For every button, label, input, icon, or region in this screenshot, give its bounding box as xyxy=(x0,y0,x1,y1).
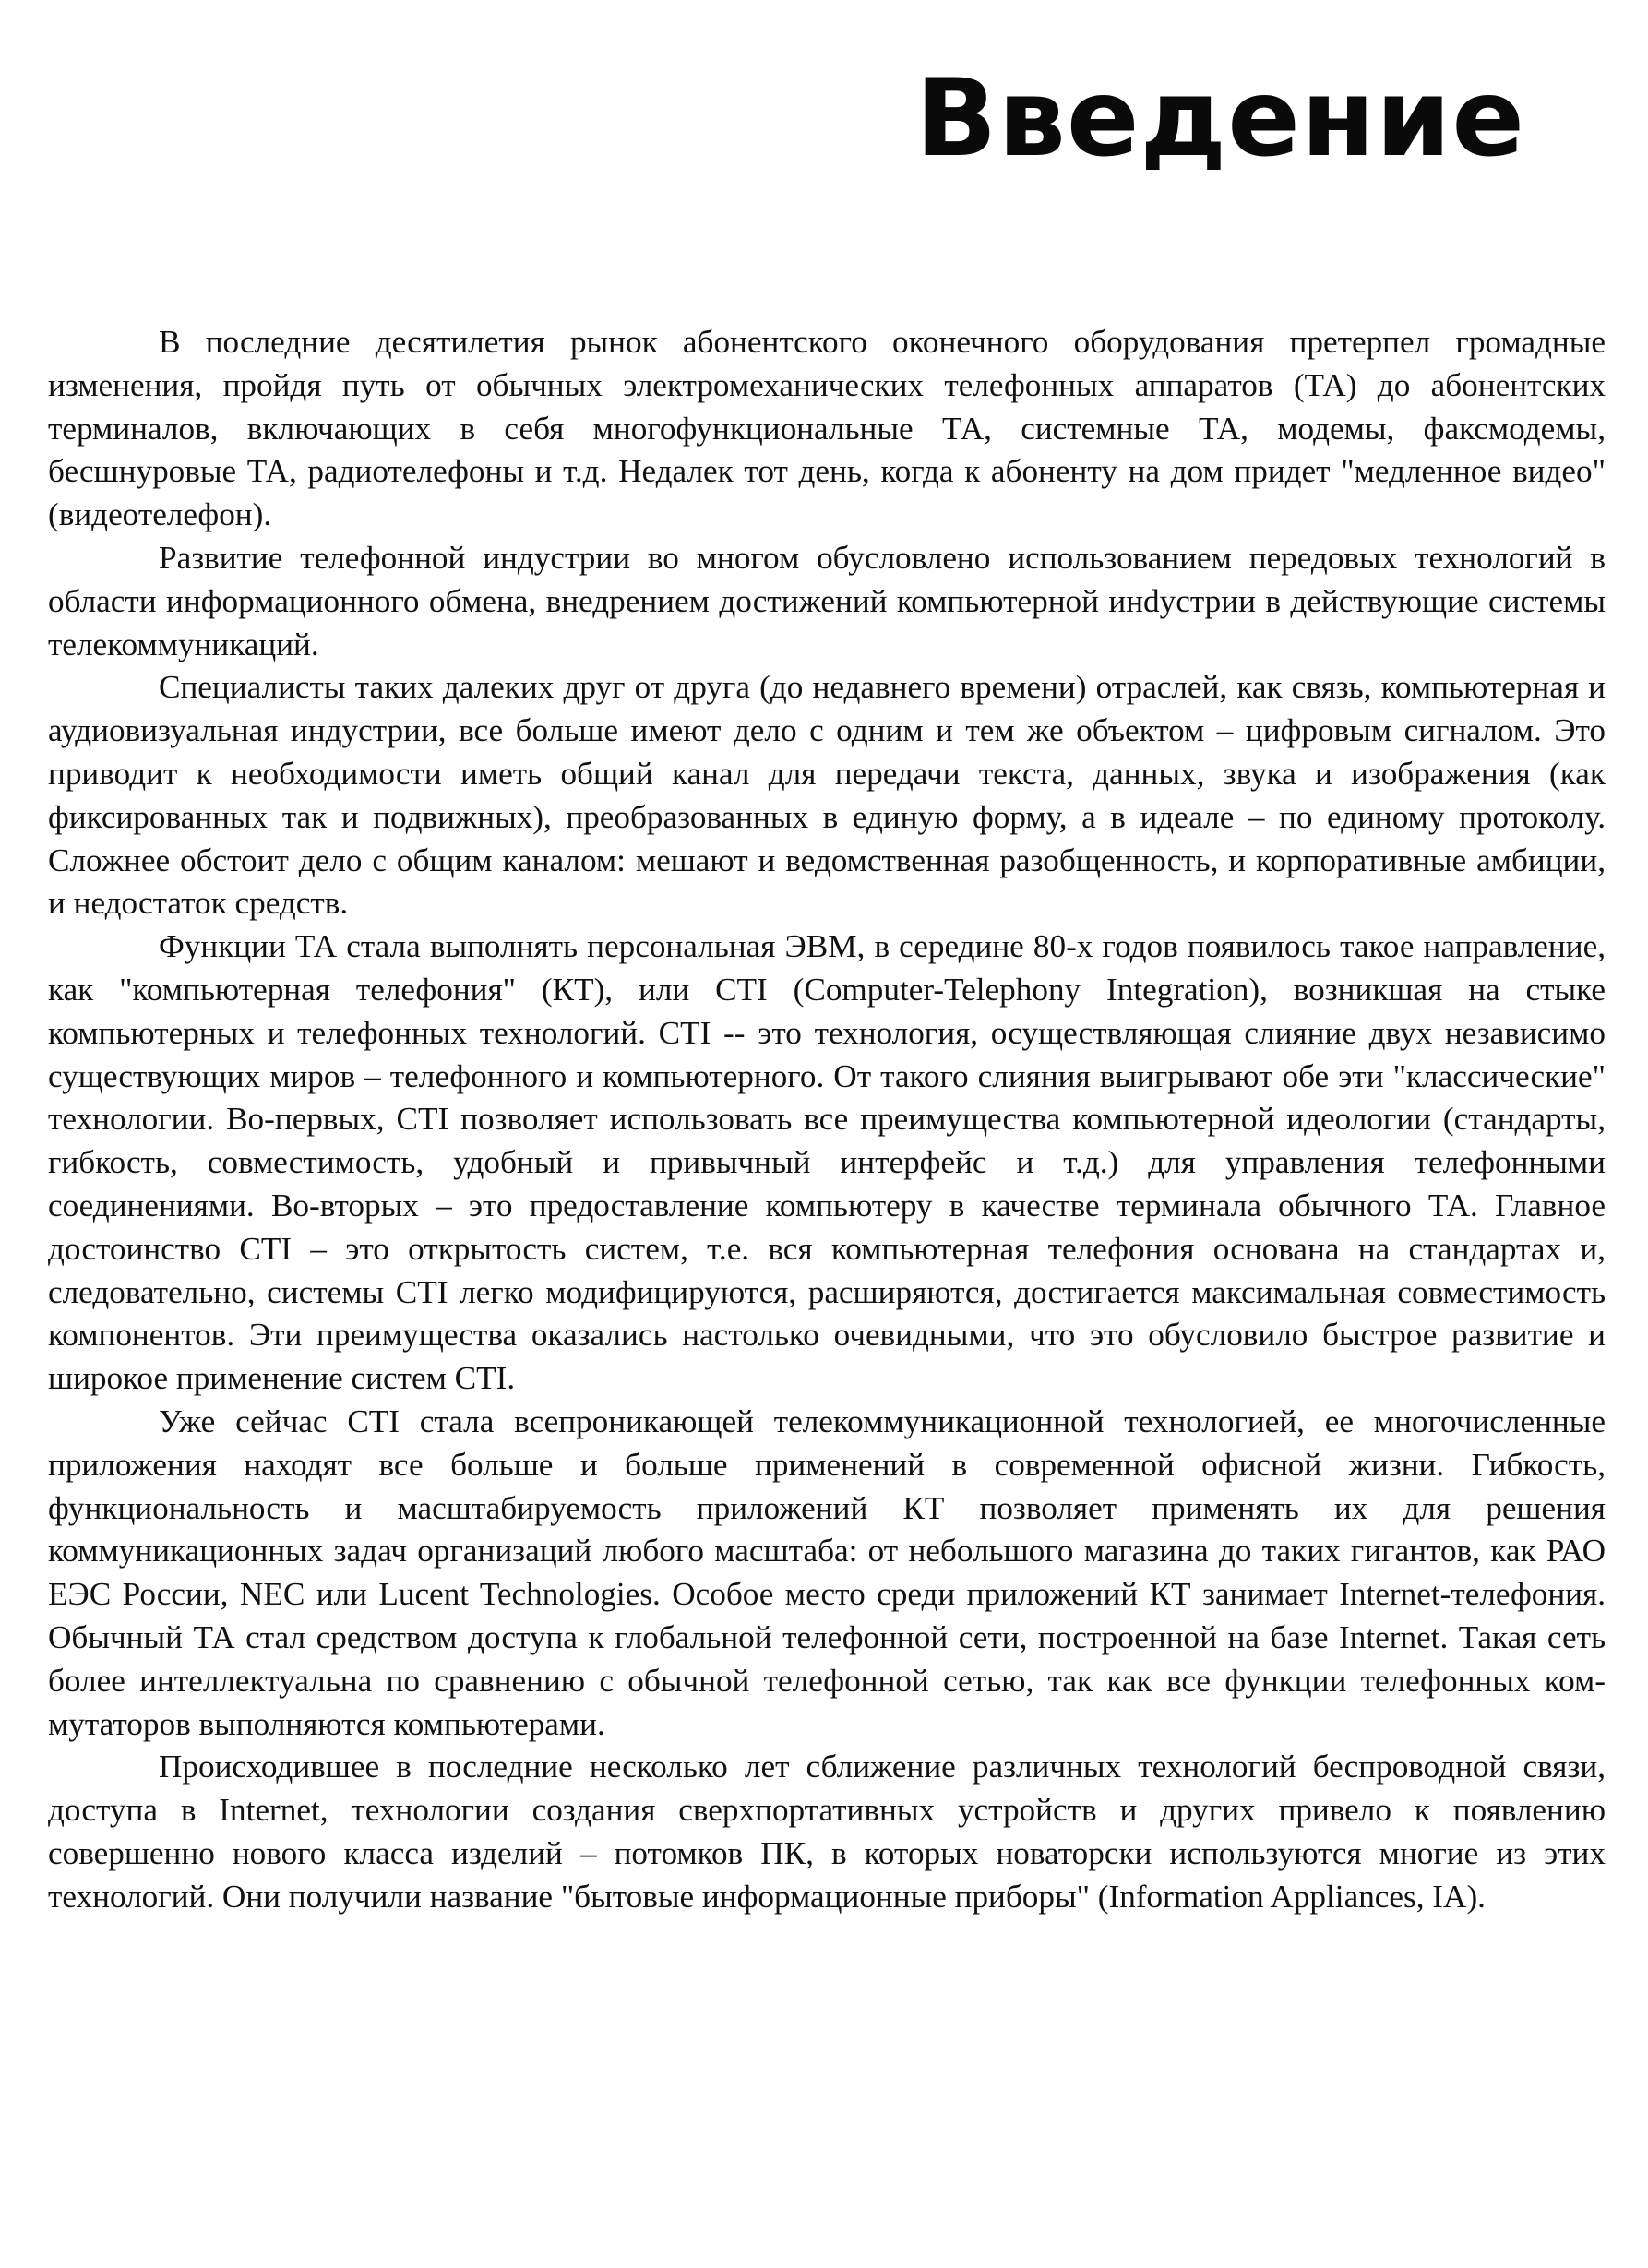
paragraph-information-appliances: Происходившее в последние несколько лет сближение различных технологий беспроводной связи, доступа в Internet, технологии создания сверхпортативных устройств и других привело к появлению совершенно нового класса изделий – потомков ПК, в которых новаторски используются многие из этих технологий. Они получили название "бытовые информационные приборы" (Information Appliances, IA). xyxy=(48,1749,1606,1915)
paragraph-telephone-industry: Развитие телефонной индустрии во многом обусловлено использованием передовых технологий в области информационного обмена, внедрением достижений компьютерной инdустрии в действующие системы телекоммуникаций. xyxy=(48,539,1606,662)
paragraph-market-changes: В последние десятилетия рынок абонентского оконечного оборудования претерпел громадные изменения, пройдя путь от обычных электромеханических телефонных аппаратов (ТА) до абонентских терминалов, включающих в себя многофункциональные ТА, системные ТА, модемы, факсмодемы, бесшнуровые ТА, радиотелефоны и т.д. Недалек тот день, когда к абоненту на дом придет "медленное видео" (видеотелефон). xyxy=(48,324,1606,533)
body-text xyxy=(48,321,1606,1918)
paragraph-digital-signal: Специалисты таких далеких друг от друга (до недавнего времени) отраслей, как связь, компьютерная и аудиовизуальная индустрии, все больше имеют дело с одним и тем же объектом – цифровым сигналом. Это приводит к необходимости иметь общий канал для передачи текста, данных, звука и изображения (как фиксированных так и подвижных), преобразованных в единую форму, а в идеале – по единому протоколу. Сложнее обстоит дело с общим каналом: мешают и ведомственная разобщенность, и корпоративные амбиции, и недостаток средств. xyxy=(48,669,1606,922)
chapter-title: Введение xyxy=(915,56,1525,181)
paragraph-cti: Функции ТА стала выполнять персональная ЭВМ, в середине 80-х годов появилось такое направление, как "компьютерная телефония" (КТ), или CTI (Computer-Telephony Integration), возникшая на стыке компьютерных и телефонных технологий. CTI -- это технология, осуществляющая слияние двух независимо существующих миров – телефонного и компьютерного. От такого слияния выигрывают обе эти "классические" технологии. Во-первых, CTI позволяет использовать все преимущества компьютерной идеологии (стандарты, гибкость, совместимость, удобный и привычный интерфейс и т.д.) для управления телефонными соединениями. Во-вторых – это предоставление компьютеру в качестве терминала обычного ТА. Главное достоинство CTI – это открытость систем, т.е. вся компьютерная телефония основана на стандартах и, следовательно, системы CTI легко модифицируются, расширяются, достигается максимальная совместимость компонентов. Эти преимущества оказались настолько очевидными, что это обусловило быстрое развитие и широкое применение систем CTI. xyxy=(48,928,1606,1397)
paragraph-cti-applications: Уже сейчас CTI стала всепроникающей телекоммуникационной технологией, ее многочисленные приложения находят все больше и больше применений в современной офисной жизни. Гибкость, функциональность и масштабируемость приложений КТ позволяет применять их для решения коммуникационных задач организаций любого масштаба: от небольшого магазина до таких гигантов, как РАО ЕЭС России, NEC или Lucent Technologies. Особое место среди приложений КТ занимает Internet-телефония. Обычный ТА стал средством доступа к глобальной телефонной сети, построенной на базе Internet. Такая сеть более интеллектуальна по сравнению с обычной телефонной сетью, так как все функции телефонных коммутаторов выполняются компьютерами. xyxy=(48,1403,1606,1742)
